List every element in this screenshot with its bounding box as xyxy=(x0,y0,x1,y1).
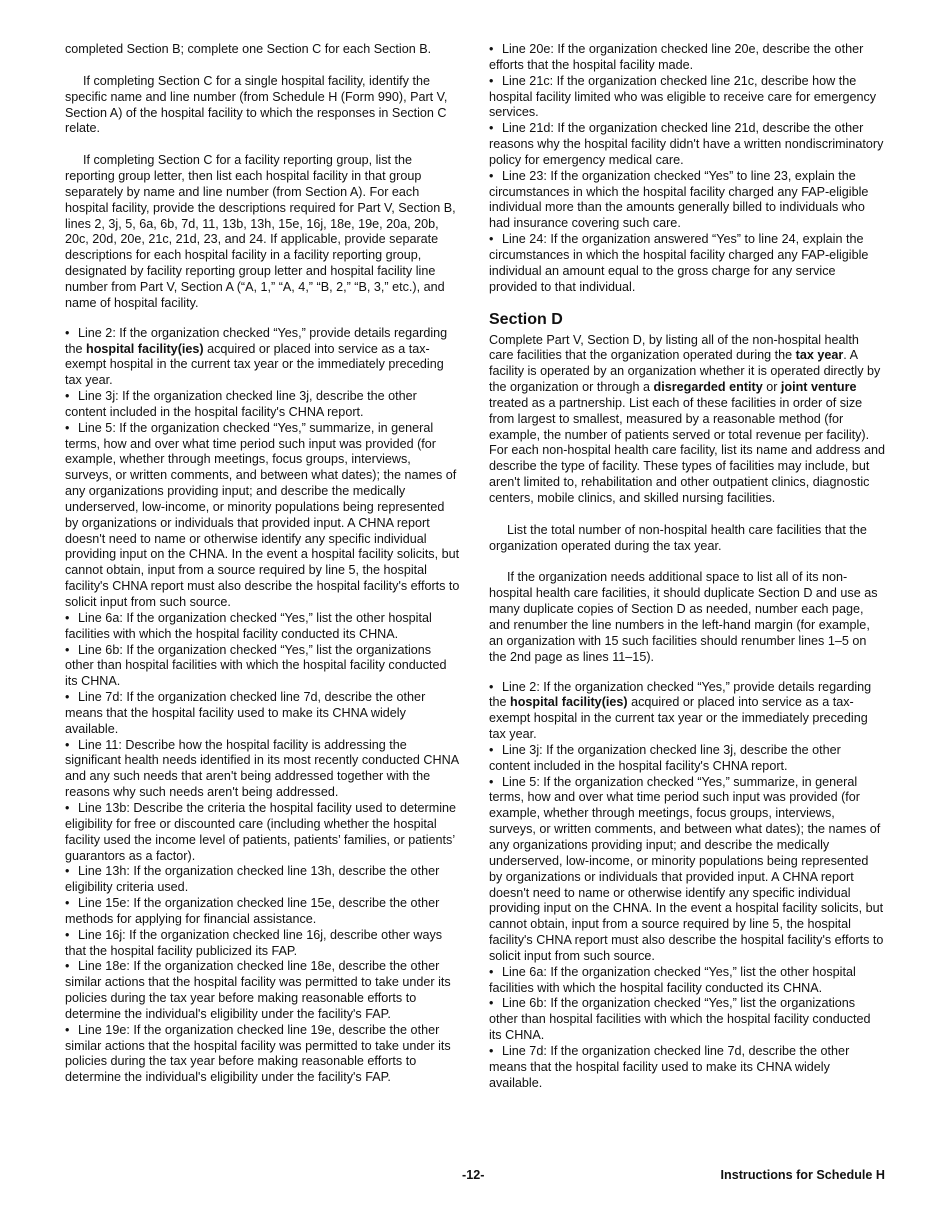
bullet-item: • Line 21d: If the organization checked line 21d, describe the other reasons why the hospital facility didn't have a written nondiscriminatory policy for emergency medical care. xyxy=(489,121,884,167)
bullet-item: • Line 6b: If the organization checked “Yes,” list the organizations other than hospital facilities with which the hospital facility conducted its CHNA. xyxy=(489,996,871,1043)
bullet-icon: • xyxy=(65,959,70,974)
bullet-line-2: • Line 2: If the organization checked “Yes,” provide details regarding the hospital facility(ies) acquired or placed into service as a tax-exempt hospital in the current tax year or the immediately preceding tax year. xyxy=(65,325,448,388)
bullet-item: • Line 13h: If the organization checked line 13h, describe the other eligibility criteria used. xyxy=(65,864,440,895)
para-facility-group: If completing Section C for a facility reporting group, list the reporting group letter, then list each hospital facility in that group separately by name and line number (from Section A). For each hospital facility, provide the descriptions required for Part V, Section B, lines 2, 3j, 5, 6a, 6b, 7d, 11, 13b, 13h, 15e, 16j, 18e, 19e, 20a, 20b, 20c, 20d, 20e, 21c, 21d, 23, and 24. If applicable, provide separate descriptions for each hospital facility in a facility reporting group, designated by facility reporting group letter and hospital facility line number from Part V, Section A (“A, 1,” “A, 4,” “B, 2,” “B, 3,” etc.), and name of hospital facility. xyxy=(65,153,456,310)
right-column xyxy=(489,42,885,1091)
bullet-item: • Line 6a: If the organization checked “Yes,” list the other hospital facilities with which the hospital facility conducted its CHNA. xyxy=(65,610,432,641)
bullet-icon: • xyxy=(489,774,494,789)
bullet-icon: • xyxy=(489,232,494,247)
bullet-item: • Line 24: If the organization answered “Yes” to line 24, explain the circumstances in which the hospital facility charged any FAP-eligible individual an amount equal to the gross charge for any service provided to that individual. xyxy=(489,232,869,294)
bullet-icon: • xyxy=(489,73,494,88)
bullet-item: • Line 15e: If the organization checked line 15e, describe the other methods for applying for financial assistance. xyxy=(65,896,440,926)
bullet-icon: • xyxy=(489,42,494,56)
left-bullet-list xyxy=(65,326,461,1087)
term-disregarded-entity: disregarded entity xyxy=(653,380,763,395)
term-tax-year: tax year xyxy=(795,348,844,363)
intro-continuation: completed Section B; complete one Section C for each Section B. xyxy=(65,42,432,56)
bullet-icon: • xyxy=(65,389,70,404)
right-bottom-bullet-list xyxy=(489,680,885,1092)
para-single-facility: If completing Section C for a single hospital facility, identify the specific name and line number (from Schedule H (Form 990), Part V, Section A) of the hospital facility to which the responses in Section C relate. xyxy=(65,73,448,136)
section-d-paragraph: Complete Part V, Section D, by listing all of the non-hospital health care facilities that the organization operated during the tax year. A facility is operated by an organization whether it is operated directly by the organization or through a disregarded entity or joint venture treated as a partnership. List each of these facilities in order of size from largest to smallest, measured by a reasonable method (for example, the number of patients served or total revenue per facility). For each non-hospital health care facility, list its name and address and describe the type of facility. These types of facilities may include, but aren't limited to, rehabilitation and other outpatient clinics, diagnostic centers, mobile clinics, and skilled nursing facilities. xyxy=(489,332,885,505)
bullet-icon: • xyxy=(65,800,70,815)
bullet-icon: • xyxy=(65,1022,70,1037)
bullet-item: • Line 13b: Describe the criteria the hospital facility used to determine eligibility for free or discounted care (including whether the hospital facility used the income level of patients, patients’ families, or patients’ guarantors as a factor). xyxy=(65,800,457,863)
bullet-item: • Line 5: If the organization checked “Yes,” summarize, in general terms, how and over what time period such input was provided (for example, whether through meetings, focus groups, interviews, surveys, or written comments, and between what dates); the names of any organizations providing input; and describe the medically underserved, low-income, or minority populations being represented by organizations or individuals that provided input. A CHNA report doesn't need to name or otherwise identify any specific individual providing input on the CHNA. In the event a hospital facility solicits, but cannot obtain, input from a source required by line 5, the hospital facility's CHNA report must also describe the hospital facility's efforts to solicit input from such source. xyxy=(489,774,884,963)
bullet-item: • Line 18e: If the organization checked line 18e, describe the other similar actions that the hospital facility was permitted to take under its policies during the tax year before making reasonable efforts to determine the individual's eligibility under the facility's FAP. xyxy=(65,959,451,1021)
bullet-item: • Line 21c: If the organization checked line 21c, describe how the hospital facility limited who was eligible to receive care for emergency services. xyxy=(489,73,877,120)
bullet-icon: • xyxy=(489,121,494,136)
bullet-icon: • xyxy=(489,742,494,757)
bullet-icon: • xyxy=(489,996,494,1011)
bullet-item: • Line 7d: If the organization checked line 7d, describe the other means that the hospital facility used to make its CHNA widely available. xyxy=(65,690,426,736)
bullet-icon: • xyxy=(65,642,70,657)
bullet-line-2: • Line 2: If the organization checked “Yes,” provide details regarding the hospital facility(ies) acquired or placed into service as a tax-exempt hospital in the current tax year or the immediately preceding tax year. xyxy=(489,679,872,742)
bullet-icon: • xyxy=(65,420,70,435)
bullet-icon: • xyxy=(489,1043,494,1058)
bullet-item: • Line 6b: If the organization checked “Yes,” list the organizations other than hospital facilities with which the hospital facility conducted its CHNA. xyxy=(65,642,447,689)
bullet-item: • Line 7d: If the organization checked line 7d, describe the other means that the hospital facility used to make its CHNA widely available. xyxy=(489,1043,850,1090)
bullet-icon: • xyxy=(65,610,70,625)
bullet-icon: • xyxy=(489,679,494,694)
bullet-item: • Line 16j: If the organization checked line 16j, describe other ways that the hospital facility publicized its FAP. xyxy=(65,927,443,958)
bullet-icon: • xyxy=(65,896,70,911)
bullet-item: • Line 3j: If the organization checked line 3j, describe the other content included in the hospital facility's CHNA report. xyxy=(65,389,417,419)
bullet-item: • Line 5: If the organization checked “Yes,” summarize, in general terms, how and over what time period such input was provided (for example, whether through meetings, focus groups, interviews, surveys, or written comments, and between what dates); the names of any organizations providing input; and describe the medically underserved, low-income, or minority populations being represented by organizations or individuals that provided input. A CHNA report doesn't need to name or otherwise identify any specific individual providing input on the CHNA. In the event a hospital facility solicits, but cannot obtain, input from a source required by line 5, the hospital facility's CHNA report must also describe the hospital facility's efforts to solicit input from such source. xyxy=(65,420,460,609)
bullet-item: • Line 19e: If the organization checked line 19e, describe the other similar actions that the hospital facility was permitted to take under its policies during the tax year before making reasonable efforts to determine the individual's eligibility under the facility's FAP. xyxy=(65,1022,451,1085)
bullet-icon: • xyxy=(489,168,494,183)
page-footer xyxy=(0,1168,950,1186)
bullet-item: • Line 20e: If the organization checked line 20e, describe the other efforts that the hospital facility made. xyxy=(489,42,864,72)
term-hospital-facilities: hospital facility(ies) xyxy=(86,341,204,356)
bullet-icon: • xyxy=(65,737,70,752)
bullet-icon: • xyxy=(65,690,70,705)
term-hospital-facilities: hospital facility(ies) xyxy=(510,695,628,710)
right-top-bullet-list xyxy=(489,42,885,296)
bullet-item: • Line 3j: If the organization checked line 3j, describe the other content included in the hospital facility's CHNA report. xyxy=(489,742,841,773)
bullet-icon: • xyxy=(489,964,494,979)
page-number: -12- xyxy=(462,1168,485,1182)
left-column xyxy=(65,42,461,1086)
section-d-total-paragraph: List the total number of non-hospital health care facilities that the organization operated during the tax year. xyxy=(489,522,867,553)
bullet-item: • Line 6a: If the organization checked “Yes,” list the other hospital facilities with which the hospital facility conducted its CHNA. xyxy=(489,964,856,995)
section-d-additional-space-paragraph: If the organization needs additional space to list all of its non-hospital health care facilities, it should duplicate Section D and use as many duplicate copies of Section D as needed, number each page, and renumber the line numbers in the left-hand margin (for example, an organization with 15 such facilities should renumber lines 1–5 on the 2nd page as lines 11–15). xyxy=(489,570,878,664)
term-joint-venture: joint venture xyxy=(780,380,857,395)
bullet-item: • Line 11: Describe how the hospital facility is addressing the significant health needs identified in its most recently conducted CHNA and any such needs that aren't being addressed together with the reasons why such needs aren't being addressed. xyxy=(65,737,459,800)
bullet-icon: • xyxy=(65,325,70,340)
document-title: Instructions for Schedule H xyxy=(720,1168,885,1182)
bullet-icon: • xyxy=(65,927,70,942)
bullet-icon: • xyxy=(65,864,70,879)
bullet-item: • Line 23: If the organization checked “Yes” to line 23, explain the circumstances in which the hospital facility charged any FAP-eligible individual more than the amounts generally billed to individuals who had insurance covering such care. xyxy=(489,168,869,231)
section-d-heading: Section D xyxy=(489,310,563,328)
